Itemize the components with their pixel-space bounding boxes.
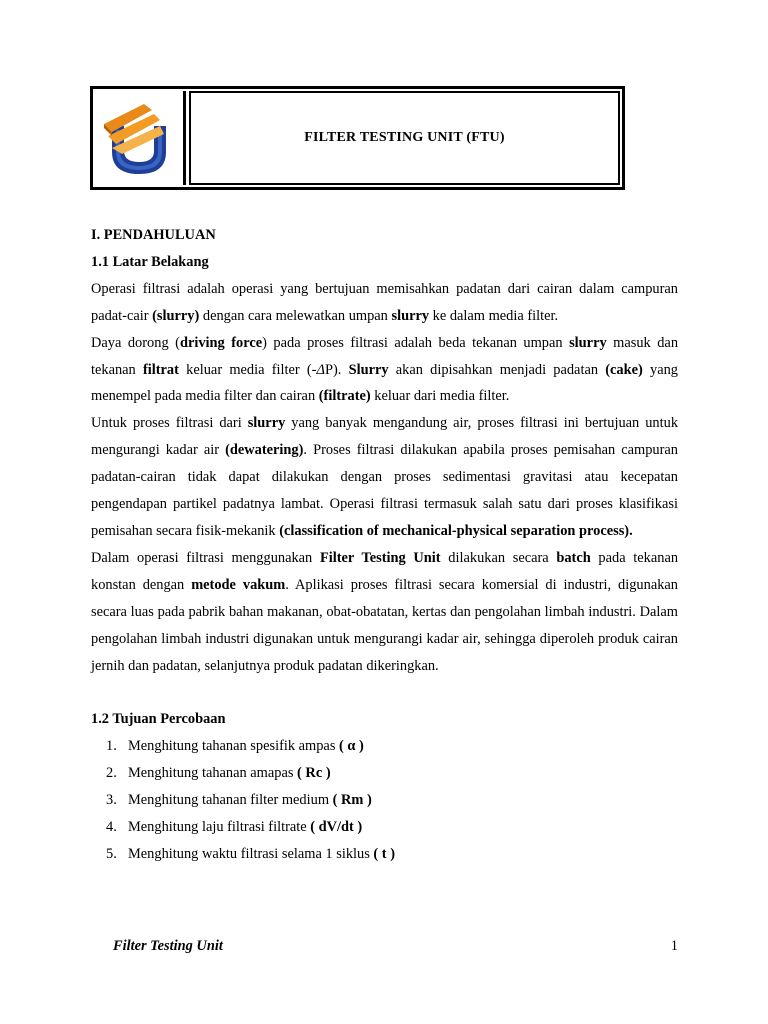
header-box (90, 86, 625, 190)
list-item: 2. Menghitung tahanan amapas ( Rc ) (106, 765, 331, 782)
list-item: 3. Menghitung tahanan filter medium ( Rm ) (106, 792, 372, 809)
list-item: 5. Menghitung waktu filtrasi selama 1 siklus ( t ) (106, 845, 395, 862)
list-item: 1. Menghitung tahanan spesifik ampas ( α ) (106, 738, 364, 755)
objectives-heading: 1.2 Tujuan Percobaan (91, 711, 226, 728)
paragraph-1: Operasi filtrasi adalah operasi yang bertujuan memisahkan padatan dari cairan dalam campuran padat-cair (slurry) dengan cara melewatkan umpan slurry ke dalam media filter. (91, 280, 678, 324)
objectives-list (91, 733, 678, 868)
list-item: 4. Menghitung laju filtrasi filtrate ( dV/dt ) (106, 819, 363, 836)
page-footer (113, 938, 678, 955)
document-body (91, 222, 678, 868)
paragraph-3: Untuk proses filtrasi dari slurry yang banyak mengandung air, proses filtrasi ini bertujuan untuk mengurangi kadar air (dewatering). Proses filtrasi dilakukan apabila proses pemisahan campuran padatan-cairan tidak dapat dilakukan dengan proses sedimentasi gravitasi atau kecepatan pengendapan partikel padatnya lambat. Operasi filtrasi termasuk salah satu dari proses klasifikasi pemisahan secara fisik-mekanik (classification of mechanical-physical separation process). (91, 415, 679, 539)
section-heading: I. PENDAHULUAN (91, 227, 216, 243)
subsection-heading: 1.1 Latar Belakang (91, 253, 209, 270)
logo-cell (95, 91, 186, 185)
footer-title: Filter Testing Unit (113, 938, 223, 954)
paragraph-2: Daya dorong (driving force) pada proses filtrasi adalah beda tekanan umpan slurry masuk dan tekanan filtrat keluar media filter (-ΔP). Slurry akan dipisahkan menjadi padatan (cake) yang menempel pada media filter dan cairan (filtrate) keluar dari media filter. (91, 334, 679, 405)
paragraph-4: Dalam operasi filtrasi menggunakan Filter Testing Unit dilakukan secara batch pada tekanan konstan dengan metode vakum. Aplikasi proses filtrasi secara komersial di industri, digunakan secara luas pada pabrik bahan makanan, obat-obatatan, kertas dan pengolahan limbah industri. Dalam pengolahan limbah industri digunakan untuk mengurangi kadar air, sehingga diperoleh produk cairan jernih dan padatan, selanjutnya produk padatan dikeringkan. (91, 549, 679, 674)
page-number: 1 (670, 938, 678, 954)
document-title: FILTER TESTING UNIT (FTU) (189, 91, 620, 185)
institution-logo-icon (98, 96, 180, 180)
